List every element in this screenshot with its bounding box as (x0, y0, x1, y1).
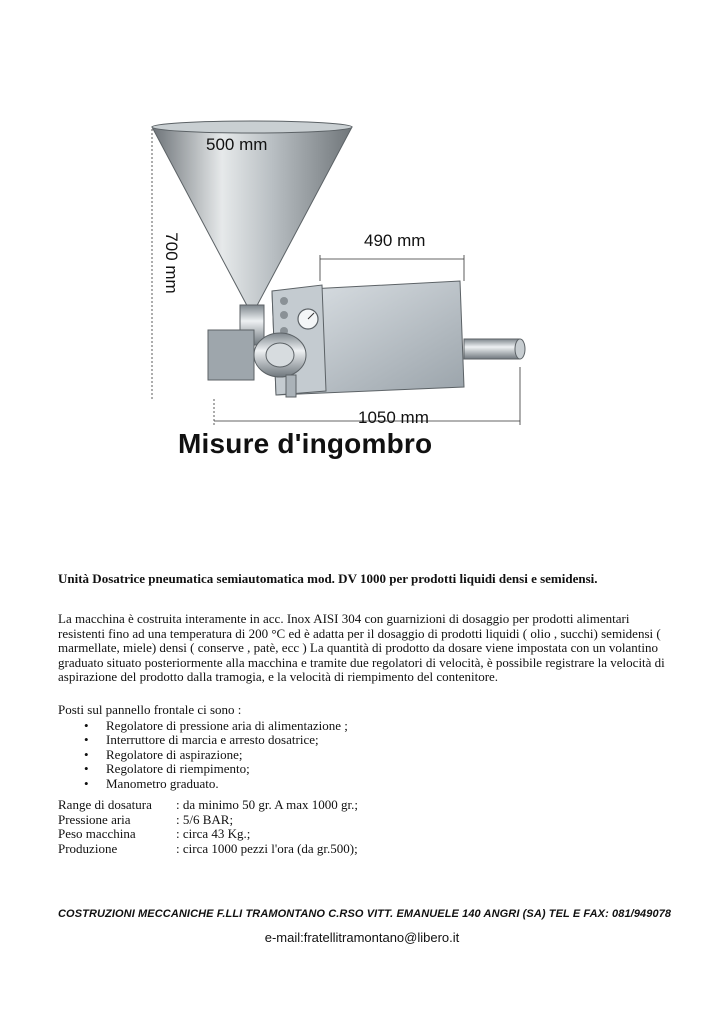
spec-row (58, 798, 678, 813)
machine-figure (140, 105, 540, 435)
spec-value: : 5/6 BAR; (176, 811, 234, 827)
spec-key: Peso macchina (58, 826, 136, 841)
spec-row (58, 813, 678, 828)
spec-row (58, 842, 678, 857)
spec-value: : da minimo 50 gr. A max 1000 gr.; (176, 797, 358, 812)
pneumatic-dosing-machine-illustration (140, 105, 540, 435)
panel-intro: Posti sul pannello frontale ci sono : (58, 702, 242, 717)
dim-hopper-width: 500 mm (206, 135, 268, 154)
list-item: • Regolatore di aspirazione; (106, 748, 678, 763)
front-panel-section (58, 703, 678, 791)
dim-body-length: 490 mm (364, 231, 426, 250)
dim-height: 700 mm (162, 232, 181, 294)
list-item: • Regolatore di pressione aria di alimentazione ; (106, 719, 678, 734)
company-footer: COSTRUZIONI MECCANICHE F.LLI TRAMONTANO C.RSO VITT. EMANUELE 140 ANGRI (SA) TEL E FAX: 081/949078 (58, 908, 672, 920)
spec-row (58, 827, 678, 842)
specs-table (58, 798, 678, 856)
product-description: La macchina è costruita interamente in acc. Inox AISI 304 con guarnizioni di dosaggio per prodotti alimentari resistenti fino ad una temperatura di 200 °C ed è adatta per il dosaggio di prodotti liquidi ( olio , succhi) semidensi ( marmellate, miele) densi ( conserve , patè, ecc ) La quantità di prodotto da dosare viene impostata con un volantino graduato situato posteriormente alla macchina e tramite due regolatori di velocità, è possibile registrare la velocità di aspirazione del prodotto dalla tramogia, e la velocità di riempimento del contenitore. (58, 611, 665, 684)
spec-key: Pressione aria (58, 811, 131, 827)
spec-key: Range di dosatura (58, 797, 152, 812)
product-heading: Unità Dosatrice pneumatica semiautomatica mod. DV 1000 per prodotti liquidi densi e semidensi. (58, 571, 598, 586)
spec-value: : circa 1000 pezzi l'ora (da gr.500); (176, 840, 358, 856)
dim-total-length: 1050 mm (358, 408, 429, 427)
spec-key: Produzione (58, 840, 118, 856)
spec-value: : circa 43 Kg.; (176, 826, 251, 841)
list-item: • Manometro graduato. (106, 777, 678, 792)
figure-title: Misure d'ingombro (178, 428, 433, 459)
list-item: • Interruttore di marcia e arresto dosatrice; (106, 733, 678, 748)
panel-list (58, 719, 678, 792)
list-item: • Regolatore di riempimento; (106, 762, 678, 777)
contact-email: e-mail:fratellitramontano@libero.it (264, 930, 460, 945)
